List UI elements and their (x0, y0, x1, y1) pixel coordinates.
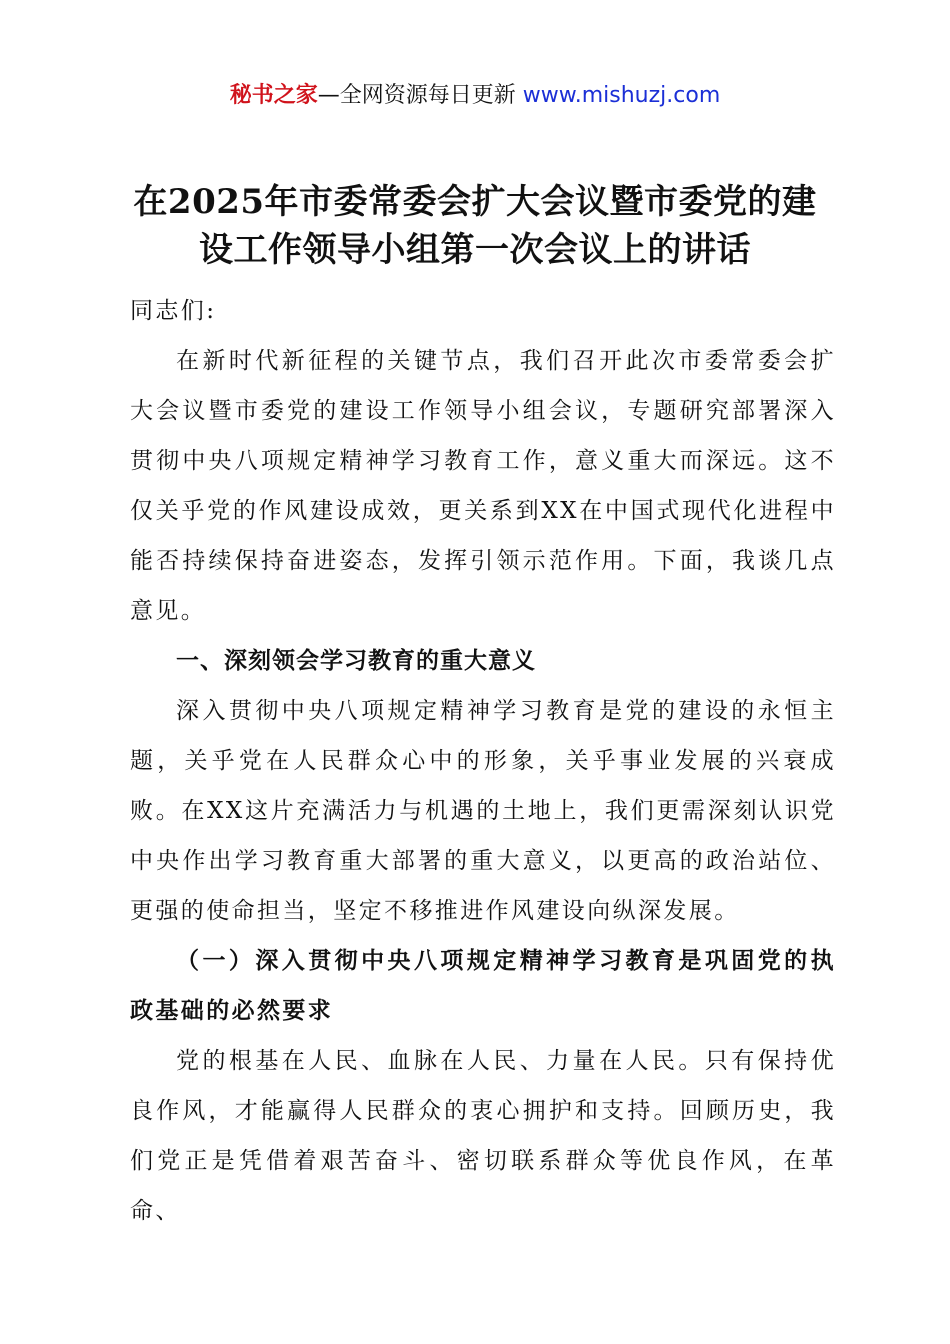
salutation: 同志们: (130, 298, 217, 324)
document-body (130, 286, 836, 1236)
site-brand: 秘书之家 (229, 83, 318, 108)
title-line-1: 在2025年市委常委会扩大会议暨市委党的建 (133, 182, 817, 222)
site-banner (0, 80, 950, 112)
paragraph: 党的根基在人民、血脉在人民、力量在人民。只有保持优良作风，才能赢得人民群众的衷心拥护和支持。回顾历史，我们党正是凭借着艰苦奋斗、密切联系群众等优良作风，在革命、 (130, 1048, 836, 1224)
site-url-link[interactable]: www.mishuzj.com (522, 83, 721, 108)
site-tagline: —全网资源每日更新 (317, 83, 523, 108)
paragraph: 在新时代新征程的关键节点，我们召开此次市委常委会扩大会议暨市委党的建设工作领导小组会议，专题研究部署深入贯彻中央八项规定精神学习教育工作，意义重大而深远。这不仅关乎党的作风建设成效，更关系到XX在中国式现代化进程中能否持续保持奋进姿态，发挥引领示范作用。下面，我谈几点意见。 (130, 348, 836, 624)
subsection-heading: （一）深入贯彻中央八项规定精神学习教育是巩固党的执政基础的必然要求 (130, 947, 836, 1024)
paragraph: 深入贯彻中央八项规定精神学习教育是党的建设的永恒主题，关乎党在人民群众心中的形象，关乎事业发展的兴衰成败。在XX这片充满活力与机遇的土地上，我们更需深刻认识党中央作出学习教育重大部署的重大意义，以更高的政治站位、更强的使命担当，坚定不移推进作风建设向纵深发展。 (130, 698, 836, 924)
section-heading: 一、深刻领会学习教育的重大意义 (176, 648, 536, 674)
title-line-2: 设工作领导小组第一次会议上的讲话 (199, 230, 751, 270)
document-title (110, 178, 840, 274)
